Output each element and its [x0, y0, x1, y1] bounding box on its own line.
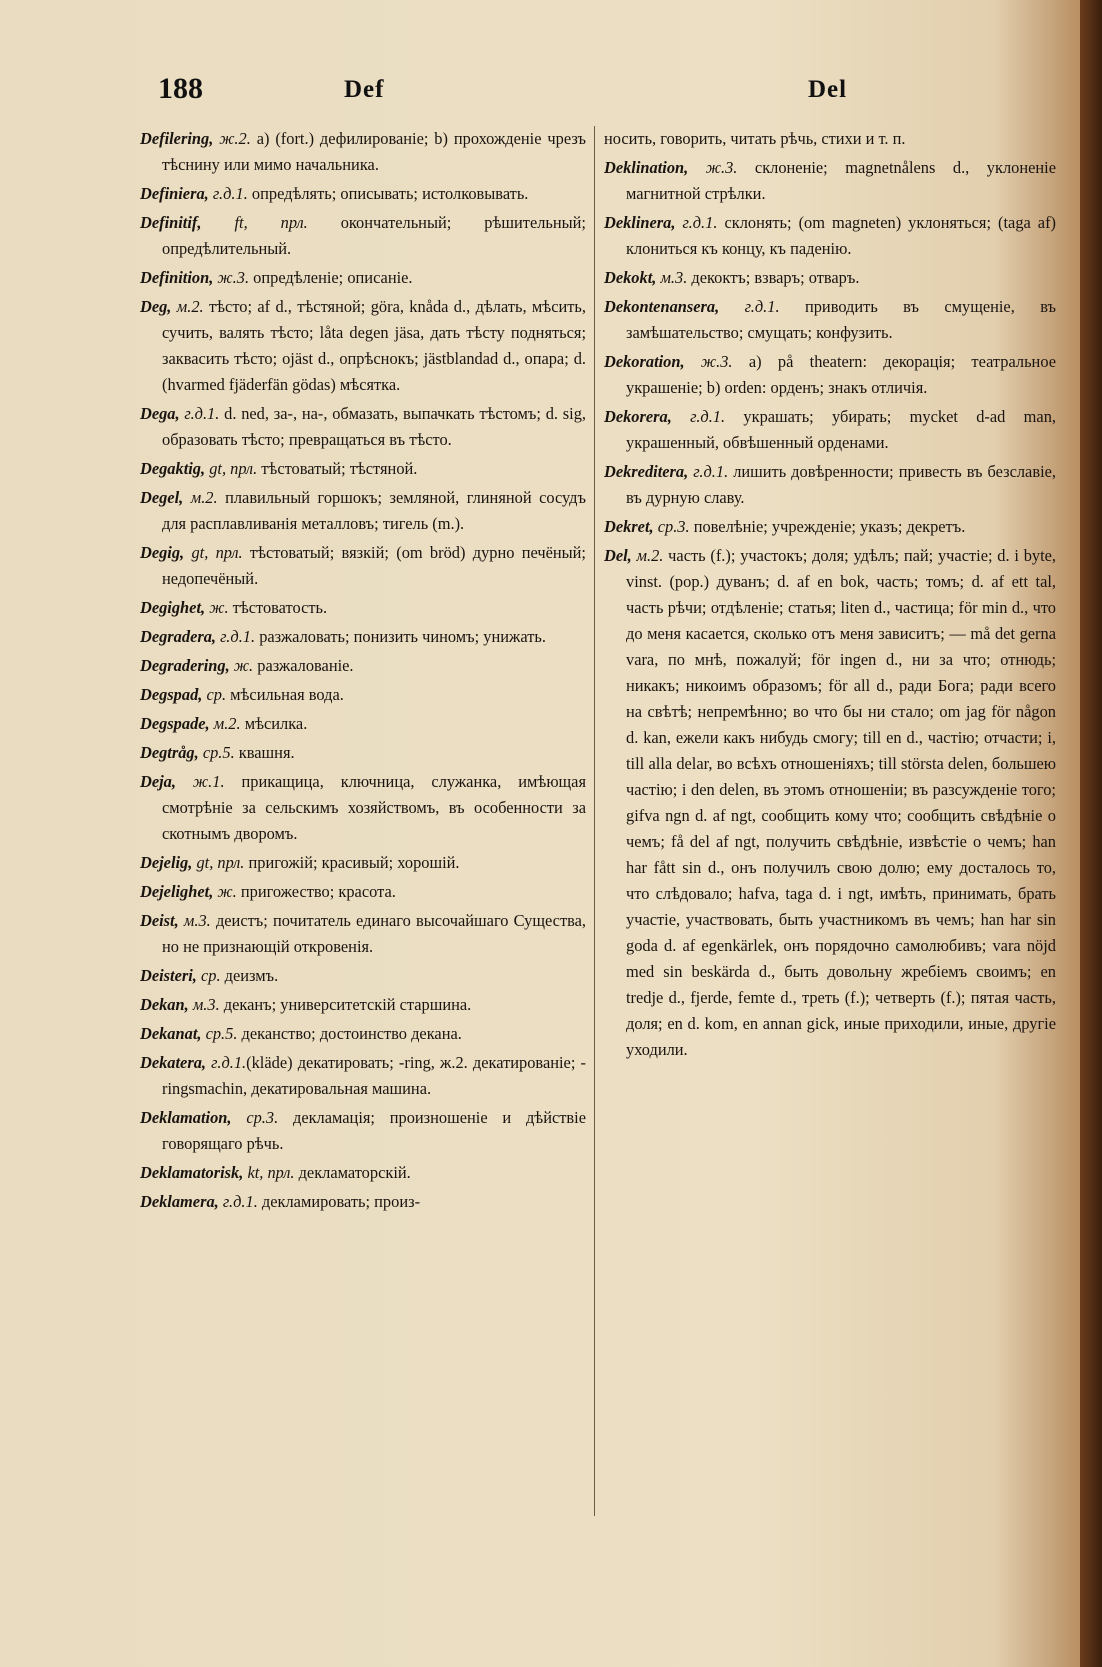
dictionary-entry	[604, 349, 1056, 401]
entry-headword: Degaktig,	[140, 459, 206, 478]
entry-definition: приводить въ смущеніе, въ замѣшательство; смущать; конфузить.	[626, 297, 1057, 342]
entry-grammar: ж.3.	[688, 158, 738, 177]
entry-headword: Definition,	[140, 268, 214, 287]
dictionary-entry	[604, 265, 1056, 291]
dictionary-entry	[140, 485, 586, 537]
entry-definition: склонять; (om magneten) уклоняться; (taga af) клониться къ концу, къ паденію.	[626, 213, 1056, 258]
entry-grammar: г.д.1.	[179, 404, 220, 423]
entry-grammar: м.2.	[171, 297, 204, 316]
entry-definition: мѣсилка.	[240, 714, 308, 733]
entry-definition: пригожій; красивый; хорошій.	[244, 853, 460, 872]
entry-definition: носить, говорить, читать рѣчь, стихи и т. п.	[604, 129, 906, 148]
entry-headword: Definiera,	[140, 184, 209, 203]
entry-grammar: ср.	[202, 685, 227, 704]
entry-headword: Deklinera,	[604, 213, 676, 232]
entry-grammar: г.д.1.	[218, 1192, 258, 1211]
entry-headword: Dejelighet,	[140, 882, 214, 901]
entry-grammar: ж.	[229, 656, 254, 675]
dictionary-entry	[140, 1050, 586, 1102]
entry-definition: d. ned, за-, на-, обмазать, выпачкать тѣстомъ; d. sig, образовать тѣсто; превращаться въ тѣсто.	[162, 404, 586, 449]
dictionary-entry	[140, 879, 586, 905]
dictionary-entry	[140, 769, 586, 847]
entry-headword: Dekontenansera,	[604, 297, 720, 316]
entry-headword: Degspade,	[140, 714, 210, 733]
entry-definition: деканъ; университетскій старшина.	[219, 995, 472, 1014]
entry-headword: Degradering,	[140, 656, 230, 675]
entry-headword: Dekan,	[140, 995, 189, 1014]
entry-definition: мѣсильная вода.	[226, 685, 344, 704]
dictionary-entry	[140, 850, 586, 876]
entry-definition: плавильный горшокъ; земляной, глиняной сосудъ для расплавливанія металловъ; тигель (m.).	[162, 488, 587, 533]
entry-definition: часть (f.); участокъ; доля; удѣлъ; пай; участіе; d. i byte, vinst. (pop.) дуванъ; d. af en bok, часть; томъ; d. af ett tal, часть рѣчи; отдѣленіе; статья; liten d., частица; för min d., что до меня касается, сколько отъ меня зависитъ; — må det gerna vara, по мнѣ, пожалуй; för ingen d., ни за что; отнюдь; никакъ; никоимъ образомъ; för all d., ради Бога; ради всего на свѣтѣ; непремѣнно; во что бы ни стало; om jag för någon d. kan, ежели какъ нибудь смогу; till en d., частію; отчасти; i, till alla delar, во всѣхъ отношеніяхъ; till största delen, большею частію; i den delen, въ этомъ отношеніи; въ разсужденіе того; gifva ngn d. af ngt, сообщить кому что; сообщить свѣдѣніе о чемъ; få del af ngt, получить свѣдѣніе, извѣстіе о чемъ; han har fått sin d., онъ получилъ свою долю; ему досталось то, что слѣдовало; hafva, taga d. i ngt, имѣть, принимать, брать участіе, участвовать, быть участникомъ въ чемъ; han har sin goda d. af egenkärlek, онъ порядочно самолюбивъ; vara nöjd med sin beskärda d., быть довольну жребіемъ своимъ; en tredje d., fjerde, femte d., треть (f.); четверть (f.); пятая часть, доля; en d. kom, en annan gick, иные приходили, иные, другіе уходили.	[626, 546, 1057, 1059]
entry-grammar: ср.	[196, 966, 221, 985]
left-guide-word: Def	[344, 76, 385, 103]
right-guide-word: Del	[808, 76, 848, 103]
entry-headword: Dega,	[140, 404, 180, 423]
entry-definition: a) (fort.) дефилированіе; b) прохожденіе чрезъ тѣснину или мимо начальника.	[162, 129, 586, 174]
dictionary-entry	[140, 908, 586, 960]
column-divider	[594, 126, 595, 1516]
left-column	[140, 126, 586, 1218]
entry-grammar: ср.3.	[231, 1108, 279, 1127]
entry-grammar: г.д.1.	[208, 184, 248, 203]
entry-headword: Deist,	[140, 911, 179, 930]
entry-definition: декламировать; произ-	[257, 1192, 421, 1211]
entry-headword: Degighet,	[140, 598, 206, 617]
entry-grammar: г.д.1.	[671, 407, 726, 426]
entry-definition: тѣстоватый; тѣстяной.	[257, 459, 418, 478]
entry-grammar: м.2.	[209, 714, 241, 733]
entry-grammar: ft, прл.	[201, 213, 308, 232]
entry-grammar: ж.2.	[213, 129, 251, 148]
page-header	[0, 72, 1080, 112]
entry-grammar: gt, прл.	[184, 543, 243, 562]
entry-definition: тѣсто; af d., тѣстяной; göra, knåda d., дѣлать, мѣсить, сучить, валять тѣсто; låta degen jäsa, дать тѣсту подняться; заквасить тѣсто; ojäst d., опрѣснокъ; jästblandad d., опара; d. (hvarmed fjäderfän gödas) мѣсятка.	[162, 297, 586, 394]
entry-definition: разжаловать; понизить чиномъ; унижать.	[255, 627, 546, 646]
entry-definition: опредѣленіе; описаніе.	[249, 268, 413, 287]
dictionary-entry	[140, 456, 586, 482]
dictionary-entry	[140, 963, 586, 989]
entry-grammar: г.д.1.	[675, 213, 718, 232]
dictionary-entry	[140, 1189, 586, 1215]
entry-definition: повелѣніе; учрежденіе; указъ; декретъ.	[689, 517, 966, 536]
entry-definition: деизмъ.	[220, 966, 279, 985]
dictionary-entry	[140, 682, 586, 708]
dictionary-entry	[140, 992, 586, 1018]
entry-grammar: ср.3.	[653, 517, 690, 536]
entry-grammar: ж.3.	[213, 268, 250, 287]
entry-definition: деистъ; почитатель единаго высочайшаго Существа, но не признающій откровенія.	[162, 911, 586, 956]
entry-grammar: м.3.	[188, 995, 220, 1014]
entry-headword: Dekreditera,	[604, 462, 689, 481]
dictionary-entry	[604, 126, 1056, 152]
entry-definition: склоненіе; magnetnålens d., уклоненіе магнитной стрѣлки.	[626, 158, 1056, 203]
entry-definition: украшать; убирать; mycket d-ad man, украшенный, обвѣшенный орденами.	[626, 407, 1056, 452]
dictionary-entry	[140, 711, 586, 737]
entry-headword: Deg,	[140, 297, 172, 316]
entry-definition: деканство; достоинство декана.	[237, 1024, 462, 1043]
entry-definition: прикащица, ключница, служанка, имѣющая смотрѣніе за сельскимъ хозяйствомъ, въ особенности за скотнымъ дворомъ.	[162, 772, 586, 843]
entry-grammar: м.2.	[631, 546, 664, 565]
dictionary-entry	[604, 210, 1056, 262]
entry-grammar: г.д.1.	[216, 627, 256, 646]
entry-grammar: г.д.1.	[719, 297, 780, 316]
entry-grammar: ж.	[213, 882, 237, 901]
entry-headword: Dekanat,	[140, 1024, 202, 1043]
entry-headword: Dekatera,	[140, 1053, 207, 1072]
entry-definition: лишить довѣренности; привесть въ безславіе, въ дурную славу.	[626, 462, 1056, 507]
dictionary-entry	[140, 1160, 586, 1186]
entry-headword: Degspad,	[140, 685, 203, 704]
entry-grammar: gt, прл.	[205, 459, 258, 478]
entry-headword: Deklamation,	[140, 1108, 232, 1127]
dictionary-entry	[604, 514, 1056, 540]
entry-definition: разжалованіе.	[253, 656, 354, 675]
dictionary-entry	[604, 155, 1056, 207]
entry-grammar: ж.3.	[684, 352, 733, 371]
dictionary-entry	[140, 181, 586, 207]
dictionary-entry	[140, 401, 586, 453]
entry-headword: Deja,	[140, 772, 176, 791]
entry-grammar: kt, прл.	[243, 1163, 295, 1182]
dictionary-entry	[140, 624, 586, 650]
dictionary-entry	[140, 740, 586, 766]
entry-headword: Degtråg,	[140, 743, 199, 762]
entry-grammar: ср.5.	[198, 743, 235, 762]
entry-headword: Dekret,	[604, 517, 654, 536]
dictionary-entry	[140, 1105, 586, 1157]
entry-headword: Deisteri,	[140, 966, 197, 985]
dictionary-entry	[604, 459, 1056, 511]
entry-headword: Deklination,	[604, 158, 689, 177]
entry-headword: Degig,	[140, 543, 185, 562]
page-number: 188	[158, 72, 203, 105]
entry-headword: Deklamatorisk,	[140, 1163, 244, 1182]
entry-headword: Del,	[604, 546, 632, 565]
entry-headword: Degel,	[140, 488, 184, 507]
entry-headword: Degradera,	[140, 627, 217, 646]
entry-definition: декоктъ; взваръ; отваръ.	[687, 268, 860, 287]
dictionary-entry	[140, 210, 586, 262]
dictionary-entry	[140, 540, 586, 592]
entry-grammar: ж.1.	[175, 772, 225, 791]
entry-headword: Defilering,	[140, 129, 214, 148]
entry-grammar: м.2.	[183, 488, 218, 507]
dictionary-entry	[604, 404, 1056, 456]
entry-definition: (kläde) декатировать; -ring, ж.2. декатированіе; -ringsmachin, декатировальная машина.	[162, 1053, 586, 1098]
entry-grammar: г.д.1.	[688, 462, 729, 481]
dictionary-entry	[140, 294, 586, 398]
dictionary-entry	[604, 294, 1056, 346]
dictionary-entry	[140, 595, 586, 621]
entry-definition: декламація; произношеніе и дѣйствіе говорящаго рѣчь.	[162, 1108, 586, 1153]
entry-headword: Definitif,	[140, 213, 202, 232]
dictionary-entry	[140, 265, 586, 291]
entry-definition: тѣстоватый; вязкій; (om bröd) дурно печёный; недопечёный.	[162, 543, 586, 588]
entry-grammar: ср.5.	[201, 1024, 238, 1043]
entry-headword: Deklamera,	[140, 1192, 219, 1211]
entry-definition: a) på theatern: декорація; театральное украшеніе; b) orden: орденъ; знакъ отличія.	[626, 352, 1056, 397]
dictionary-entry	[140, 653, 586, 679]
right-column	[604, 126, 1056, 1066]
entry-headword: Dejelig,	[140, 853, 193, 872]
entry-headword: Dekokt,	[604, 268, 657, 287]
entry-definition: опредѣлять; описывать; истолковывать.	[247, 184, 529, 203]
entry-definition: декламаторскій.	[294, 1163, 411, 1182]
entry-definition: пригожество; красота.	[236, 882, 396, 901]
dictionary-entry	[140, 126, 586, 178]
entry-headword: Dekorera,	[604, 407, 672, 426]
entry-definition: окончательный; рѣшительный; опредѣлительный.	[162, 213, 586, 258]
dictionary-entry	[604, 543, 1056, 1063]
entry-definition: квашня.	[234, 743, 295, 762]
entry-grammar: г.д.1.	[206, 1053, 247, 1072]
entry-grammar: м.3.	[178, 911, 211, 930]
entry-definition: тѣстоватость.	[228, 598, 328, 617]
book-spine-edge	[1080, 0, 1102, 1667]
entry-grammar: м.3.	[656, 268, 688, 287]
entry-grammar: ж.	[205, 598, 229, 617]
dictionary-entry	[140, 1021, 586, 1047]
entry-headword: Dekoration,	[604, 352, 685, 371]
entry-grammar: gt, прл.	[192, 853, 245, 872]
